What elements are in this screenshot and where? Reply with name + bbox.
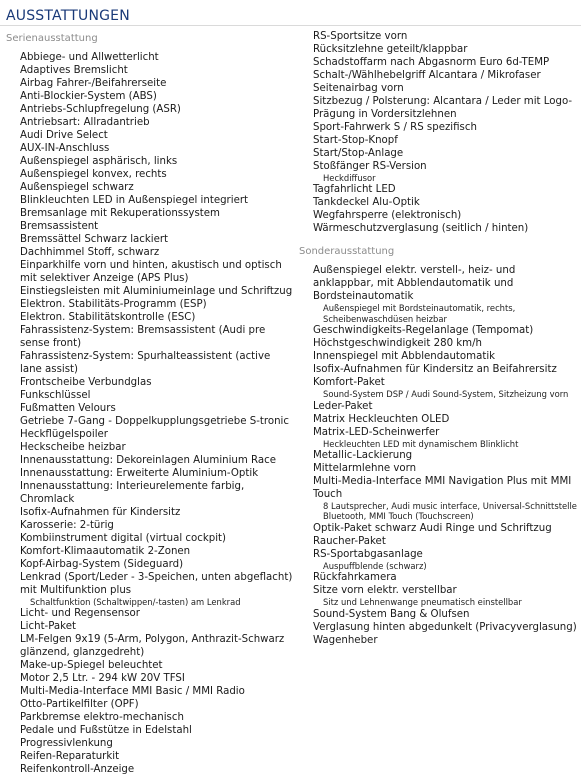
list-item: Elektron. Stabilitätskontrolle (ESC) [20,312,196,323]
list-item: Innenspiegel mit Abblendautomatik [313,351,496,363]
list-item: Außenspiegel elektr. verstell-, heiz- und anklappbar, mit Abblendautomatik und Bordsteinautomatik [313,265,516,303]
list-item: Wagenheber [313,634,378,646]
list-item: Sitzbezug / Polsterung: Alcantara / Leder mit Logo-Prägung in Vordersitzlehnen [313,96,573,120]
list-item-detail: Sound-System DSP / Audi Sound-System, Sitzheizung vorn [323,389,569,400]
list-item: Pedale und Fußstütze in Edelstahl [20,725,192,737]
list-item: Airbag Fahrer-/Beifahrerseite [20,78,167,89]
list-item: LM-Felgen 9x19 (5-Arm, Polygon, Anthrazit-Schwarz glänzend, glanzgedreht) [20,634,285,659]
serienausstattung-list-continued [299,30,579,235]
list-item: Raucher-Paket [313,535,386,547]
list-item: Sitze vorn elektr. verstellbar [313,585,457,597]
list-item: AUX-IN-Anschluss [20,143,110,154]
list-item: Bremssättel Schwarz lackiert [20,234,169,245]
list-item: Fahrassistenz-System: Spurhalteassistent (active lane assist) [20,351,271,375]
list-item-detail: Heckleuchten LED mit dynamischem Blinklicht [323,438,519,449]
list-item: Blinkleuchten LED in Außenspiegel integriert [20,195,249,206]
list-item: Heckscheibe heizbar [20,442,126,453]
list-item: Lenkrad (Sport/Leder - 3-Speichen, unten abgeflacht) mit Multifunktion plus [20,572,293,596]
list-item: Sport-Fahrwerk S / RS spezifisch [313,122,477,133]
list-item-detail: Außenspiegel mit Bordsteinautomatik, rechts, [323,303,516,314]
list-item: Geschwindigkeits-Regelanlage (Tempomat) [313,325,534,337]
list-item: Wärmeschutzverglasung (seitlich / hinten) [313,223,529,235]
list-item: Licht- und Regensensor [20,608,140,620]
list-item: Einstiegsleisten mit Aluminiumeinlage und Schriftzug [20,286,293,297]
list-item: Außenspiegel konvex, rechts [20,169,167,180]
list-item: Reifenkontroll-Anzeige [20,764,135,776]
list-item: Bremsanlage mit Rekuperationssystem [20,208,220,219]
list-item: Kombiinstrument digital (virtual cockpit) [20,533,227,544]
title-divider [0,25,581,26]
list-item: Motor 2,5 Ltr. - 294 kW 20V TFSI [20,673,185,685]
list-item: Karosserie: 2-türig [20,520,114,531]
list-item: Antriebsart: Allradantrieb [20,117,150,128]
list-item: Isofix-Aufnahmen für Kindersitz an Beifahrersitz [313,364,557,376]
list-item: Multi-Media-Interface MMI Basic / MMI Radio [20,686,245,698]
list-item-detail: Schaltfunktion (Schaltwippen/-tasten) am Lenkrad [30,597,241,607]
list-item: Rückfahrkamera [313,572,397,584]
list-item: Make-up-Spiegel beleuchtet [20,660,163,672]
list-item: Licht-Paket [20,621,76,633]
list-item: Außenspiegel schwarz [20,182,134,193]
list-item: Komfort-Klimaautomatik 2-Zonen [20,546,191,557]
list-item: RS-Sportsitze vorn [313,31,408,42]
list-item: Anti-Blockier-System (ABS) [20,91,157,102]
list-item: Antriebs-Schlupfregelung (ASR) [20,104,181,115]
list-item: Innenausstattung: Erweiterte Aluminium-Optik [20,468,259,479]
list-item: Wegfahrsperre (elektronisch) [313,210,462,222]
section-heading-sonderausstattung: Sonderausstattung [299,246,395,258]
list-item: Tagfahrlicht LED [313,184,396,196]
list-item: Bremsassistent [20,221,99,232]
list-item: Isofix-Aufnahmen für Kindersitz [20,507,181,518]
list-item: RS-Sportabgasanlage [313,548,423,560]
list-item: Mittelarmlehne vorn [313,463,417,475]
list-item: Matrix Heckleuchten OLED [313,413,450,425]
list-item: Innenausstattung: Dekoreinlagen Aluminium Race [20,455,277,466]
list-item: Funkschlüssel [20,390,91,401]
serienausstattung-list [6,51,294,776]
list-item: Frontscheibe Verbundglas [20,377,152,388]
list-item: Adaptives Bremslicht [20,65,128,76]
list-item: Leder-Paket [313,400,373,412]
list-item: Fahrassistenz-System: Bremsassistent (Audi pre sense front) [20,325,266,349]
list-item: Rücksitzlehne geteilt/klappbar [313,44,468,55]
list-item: Getriebe 7-Gang - Doppelkupplungsgetriebe S-tronic [20,416,289,427]
list-item: Verglasung hinten abgedunkelt (Privacyverglasung) [313,621,577,633]
right-column [299,30,579,647]
list-item: Dachhimmel Stoff, schwarz [20,247,160,258]
list-item: Kopf-Airbag-System (Sideguard) [20,559,184,570]
list-item: Multi-Media-Interface MMI Navigation Plus mit MMI Touch [313,476,572,501]
list-item: Höchstgeschwindigkeit 280 km/h [313,338,482,350]
list-item: Schalt-/Wählhebelgriff Alcantara / Mikrofaser [313,70,541,81]
list-item: Stoßfänger RS-Version [313,161,427,172]
list-item: Parkbremse elektro-mechanisch [20,712,184,724]
list-item: Progressivlenkung [20,738,113,750]
list-item: Komfort-Paket [313,377,385,389]
list-item-detail: Scheibenwaschdüsen heizbar [323,313,447,324]
list-item: Optik-Paket schwarz Audi Ringe und Schriftzug [313,522,552,534]
list-item: Abbiege- und Allwetterlicht [20,52,159,63]
left-column [6,30,294,776]
list-item: Fußmatten Velours [20,403,116,414]
list-item-detail: Sitz und Lehnenwange pneumatisch einstellbar [323,597,522,608]
list-item-detail: Auspuffblende (schwarz) [323,560,427,571]
list-item: Start/Stop-Anlage [313,148,404,159]
list-item: Außenspiegel asphärisch, links [20,156,178,167]
list-item: Innenausstattung: Interieurelemente farbig, Chromlack [20,481,245,505]
list-item: Start-Stop-Knopf [313,135,398,146]
list-item: Audi Drive Select [20,130,108,141]
list-item: Matrix-LED-Scheinwerfer [313,426,440,438]
list-item: Otto-Partikelfilter (OPF) [20,699,139,711]
list-item: Seitenairbag vorn [313,83,404,94]
list-item-detail: 8 Lautsprecher, Audi music interface, Universal-Schnittstelle [323,501,577,512]
list-item-detail: Bluetooth, MMI Touch (Touchscreen) [323,511,474,522]
list-item-detail: Heckdiffusor [323,173,376,183]
list-item: Tankdeckel Alu-Optik [313,197,420,209]
list-item: Elektron. Stabilitäts-Programm (ESP) [20,299,207,310]
list-item: Schadstoffarm nach Abgasnorm Euro 6d-TEMP [313,57,550,68]
list-item: Reifen-Reparaturkit [20,751,120,763]
sonderausstattung-list [299,264,579,646]
section-heading-serienausstattung: Serienausstattung [6,33,98,44]
list-item: Metallic-Lackierung [313,450,413,462]
list-item: Einparkhilfe vorn und hinten, akustisch und optisch mit selektiver Anzeige (APS Plus) [20,260,282,284]
list-item: Heckflügelspoiler [20,429,108,440]
page-title: AUSSTATTUNGEN [6,8,130,24]
list-item: Sound-System Bang & Olufsen [313,608,470,620]
